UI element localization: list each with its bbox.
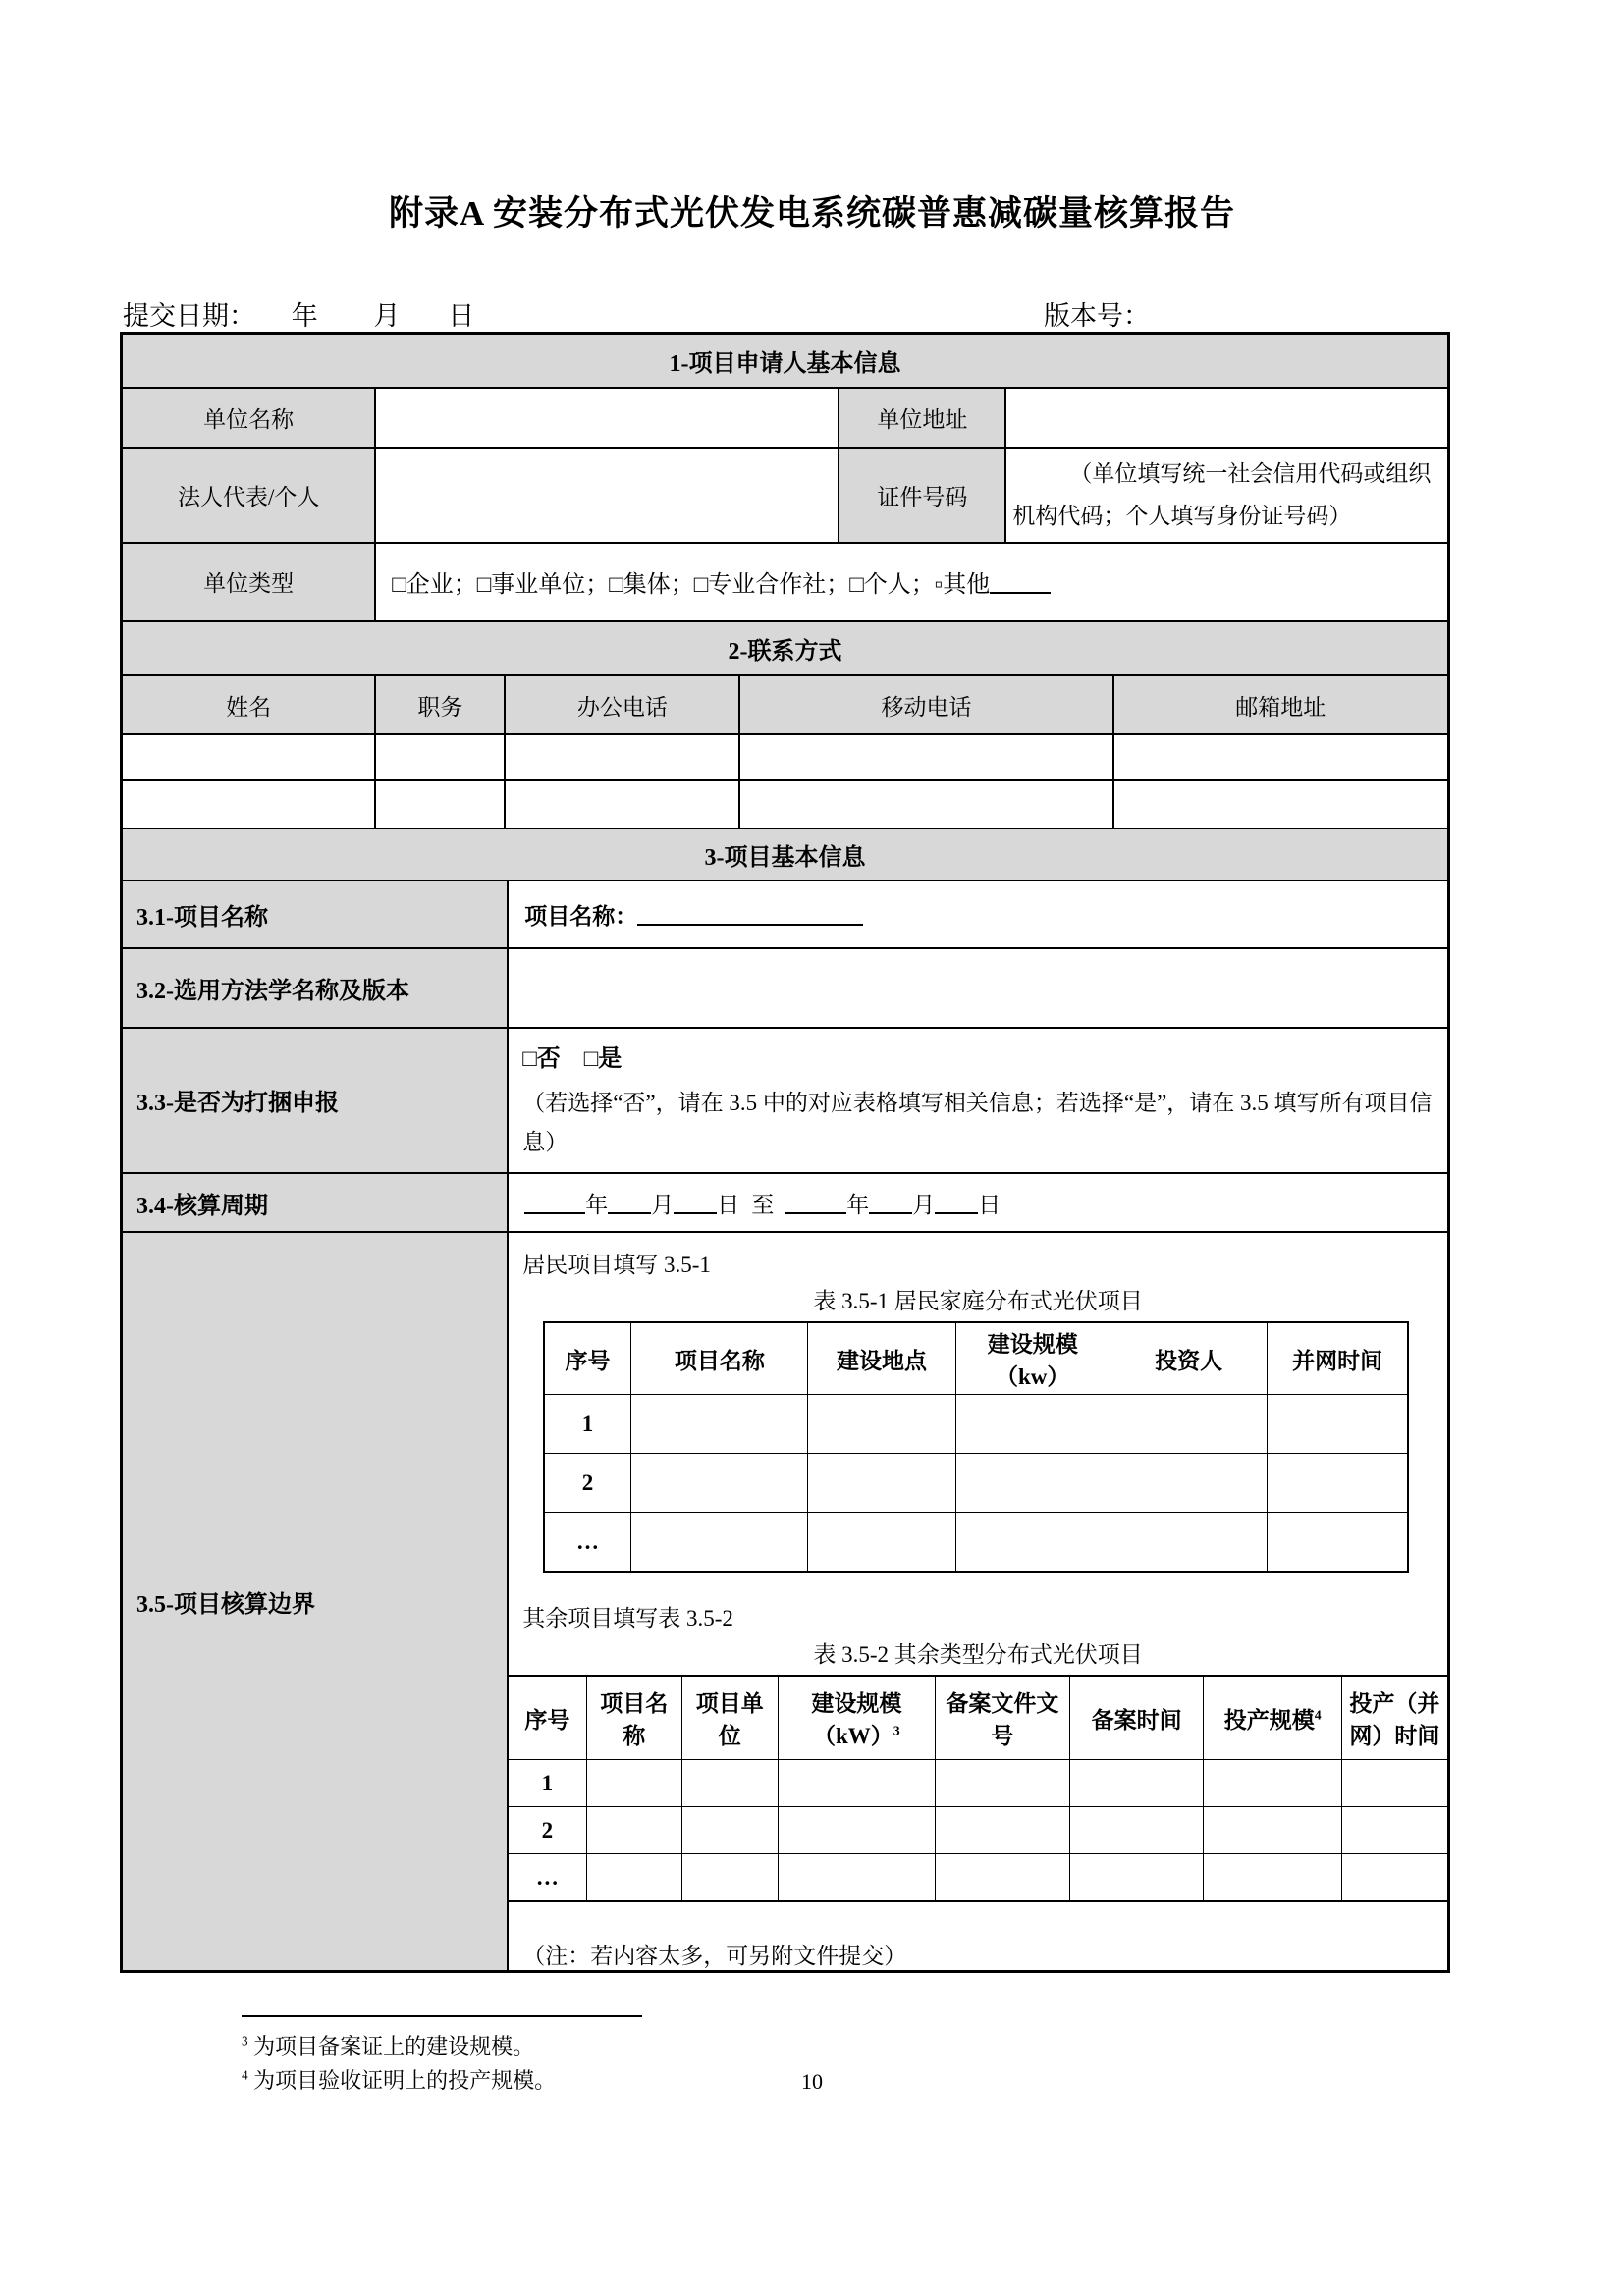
t1-col-grid-time: 并网时间 bbox=[1267, 1323, 1406, 1394]
contact1-mobile-phone-input[interactable] bbox=[738, 735, 1111, 779]
unit-type-label: 单位类型 bbox=[123, 544, 374, 620]
contact2-mobile-phone-input[interactable] bbox=[738, 781, 1111, 828]
contact2-position-input[interactable] bbox=[374, 781, 504, 828]
t2-row2-project-unit-input[interactable] bbox=[681, 1807, 777, 1853]
day-label: 日 bbox=[448, 301, 475, 331]
t2-col-project-name: 项目名称 bbox=[586, 1677, 681, 1759]
period-end-day-blank[interactable] bbox=[935, 1191, 978, 1214]
t2-col-production-scale: 投产规模$^4$ bbox=[1203, 1677, 1340, 1759]
row31-label: 3.1-项目名称 bbox=[123, 881, 507, 946]
t1-row3-project-name-input[interactable] bbox=[630, 1513, 807, 1571]
period-end-month-blank[interactable] bbox=[869, 1191, 912, 1214]
footnote-3: $^3$ 为项目备案证上的建设规模。 bbox=[242, 2033, 535, 2058]
contact-row-2 bbox=[123, 779, 1447, 828]
t2-row3-filing-time-input[interactable] bbox=[1069, 1854, 1204, 1900]
t1-row2-location-input[interactable] bbox=[807, 1454, 954, 1512]
page-title: 附录A 安装分布式光伏发电系统碳普惠减碳量核算报告 bbox=[388, 194, 1236, 233]
t2-col-production-time: 投产（并网）时间 bbox=[1341, 1677, 1447, 1759]
unit-type-options-text: □企业；□事业单位；□集体；□专业合作社；□个人；▫其他 bbox=[392, 572, 991, 599]
table2-caption: 表 3.5-2 其余类型分布式光伏项目 bbox=[813, 1642, 1143, 1667]
t2-row3-scale-input[interactable] bbox=[778, 1854, 936, 1900]
t2-row3-seq: … bbox=[535, 1864, 559, 1890]
t1-col-project-name: 项目名称 bbox=[630, 1323, 807, 1394]
period-year-label-2: 年 bbox=[846, 1192, 870, 1217]
row33-content[interactable] bbox=[507, 1029, 1447, 1173]
contact2-name-input[interactable] bbox=[123, 781, 374, 828]
t2-row1-project-name-input[interactable] bbox=[586, 1760, 681, 1806]
t1-col-scale: 建设规模（kw） bbox=[955, 1323, 1110, 1394]
t2-row3-production-time-input[interactable] bbox=[1341, 1854, 1447, 1900]
t1-row-more bbox=[545, 1512, 1407, 1571]
id-number-input[interactable] bbox=[1004, 449, 1447, 542]
year-label: 年 bbox=[291, 301, 318, 331]
contact-col-name: 姓名 bbox=[123, 676, 374, 733]
contact2-office-phone-input[interactable] bbox=[504, 781, 738, 828]
residential-pv-table bbox=[543, 1321, 1409, 1573]
t1-row3-investor-input[interactable] bbox=[1110, 1513, 1268, 1571]
page-number: 10 bbox=[801, 2069, 823, 2094]
t1-col-location: 建设地点 bbox=[807, 1323, 954, 1394]
t1-row1-investor-input[interactable] bbox=[1110, 1395, 1268, 1453]
period-day-label-2: 日 bbox=[978, 1192, 1001, 1217]
t2-row-1 bbox=[509, 1759, 1447, 1806]
period-start-day-blank[interactable] bbox=[674, 1191, 717, 1214]
t2-col-filing-doc: 备案文件文号 bbox=[935, 1677, 1069, 1759]
unit-type-other-blank[interactable] bbox=[990, 570, 1051, 594]
t2-row1-filing-time-input[interactable] bbox=[1069, 1760, 1204, 1806]
legal-rep-input[interactable] bbox=[374, 449, 838, 542]
other-pv-table bbox=[509, 1675, 1447, 1902]
t1-row3-location-input[interactable] bbox=[807, 1513, 954, 1571]
t2-row-2 bbox=[509, 1806, 1447, 1853]
t1-row2-investor-input[interactable] bbox=[1110, 1454, 1268, 1512]
t1-row1-location-input[interactable] bbox=[807, 1395, 954, 1453]
footnote-4: $^4$ 为项目验收证明上的投产规模。 bbox=[242, 2067, 557, 2093]
t2-row1-scale-input[interactable] bbox=[778, 1760, 936, 1806]
unit-name-label: 单位名称 bbox=[123, 389, 374, 447]
t1-row1-seq: 1 bbox=[581, 1411, 594, 1436]
submit-date-label: 提交日期： bbox=[123, 301, 255, 331]
contact-col-office-phone: 办公电话 bbox=[504, 676, 738, 733]
t2-row1-project-unit-input[interactable] bbox=[681, 1760, 777, 1806]
row32-label: 3.2-选用方法学名称及版本 bbox=[123, 949, 507, 1027]
t2-row1-production-time-input[interactable] bbox=[1341, 1760, 1447, 1806]
t1-row3-grid-time-input[interactable] bbox=[1267, 1513, 1406, 1571]
t2-row2-production-scale-input[interactable] bbox=[1203, 1807, 1340, 1853]
unit-type-options[interactable] bbox=[374, 544, 1447, 620]
contact1-name-input[interactable] bbox=[123, 735, 374, 779]
t1-row-1 bbox=[545, 1394, 1407, 1453]
t1-row1-grid-time-input[interactable] bbox=[1267, 1395, 1406, 1453]
t1-row2-seq: 2 bbox=[581, 1469, 594, 1495]
t2-row1-seq: 1 bbox=[541, 1770, 554, 1795]
t2-row2-production-time-input[interactable] bbox=[1341, 1807, 1447, 1853]
t2-row3-filing-doc-input[interactable] bbox=[935, 1854, 1069, 1900]
period-start-year-blank[interactable] bbox=[524, 1191, 585, 1214]
contact-col-email: 邮箱地址 bbox=[1112, 676, 1447, 733]
bundle-note: （若选择“否”，请在 3.5 中的对应表格填写相关信息；若选择“是”，请在 3.5 填写所有项目信息） bbox=[522, 1090, 1433, 1154]
t2-row2-filing-time-input[interactable] bbox=[1069, 1807, 1204, 1853]
period-month-label: 月 bbox=[651, 1192, 675, 1217]
t2-row1-production-scale-input[interactable] bbox=[1203, 1760, 1340, 1806]
row31-content[interactable] bbox=[507, 881, 1447, 946]
row34-label: 3.4-核算周期 bbox=[123, 1174, 507, 1231]
t2-col-seq: 序号 bbox=[524, 1707, 570, 1733]
period-day-label: 日 bbox=[717, 1192, 740, 1217]
period-month-label-2: 月 bbox=[912, 1192, 936, 1217]
t1-col-seq: 序号 bbox=[565, 1348, 611, 1373]
contact1-email-input[interactable] bbox=[1112, 735, 1447, 779]
t1-col-investor: 投资人 bbox=[1110, 1323, 1268, 1394]
row35-label: 3.5-项目核算边界 bbox=[123, 1233, 507, 1970]
unit-address-label: 单位地址 bbox=[838, 389, 1004, 447]
period-start-month-blank[interactable] bbox=[608, 1191, 651, 1214]
t2-col-filing-time: 备案时间 bbox=[1069, 1677, 1204, 1759]
t2-row2-project-name-input[interactable] bbox=[586, 1807, 681, 1853]
version-label: 版本号： bbox=[1044, 301, 1150, 331]
t1-row2-project-name-input[interactable] bbox=[630, 1454, 807, 1512]
id-number-note: （单位填写统一社会信用代码或组织机构代码；个人填写身份证号码） bbox=[1012, 460, 1432, 529]
table1-intro: 居民项目填写 3.5-1 bbox=[522, 1253, 711, 1277]
contact-col-position: 职务 bbox=[374, 676, 504, 733]
row32-content-input[interactable] bbox=[507, 949, 1447, 1027]
unit-address-input[interactable] bbox=[1004, 389, 1447, 447]
t1-row1-project-name-input[interactable] bbox=[630, 1395, 807, 1453]
id-number-label: 证件号码 bbox=[838, 449, 1004, 542]
t2-row3-project-unit-input[interactable] bbox=[681, 1854, 777, 1900]
row35-content bbox=[507, 1233, 1447, 1970]
t2-col-project-unit: 项目单位 bbox=[681, 1677, 777, 1759]
project-name-label: 项目名称： bbox=[524, 903, 638, 929]
t1-row1-scale-input[interactable] bbox=[955, 1395, 1110, 1453]
t2-row-more bbox=[509, 1853, 1447, 1900]
row34-content[interactable] bbox=[507, 1174, 1447, 1231]
t1-row2-scale-input[interactable] bbox=[955, 1454, 1110, 1512]
month-label: 月 bbox=[373, 301, 401, 331]
section2-header: 2-联系方式 bbox=[123, 622, 1447, 674]
main-form-table bbox=[120, 332, 1450, 1973]
period-end-year-blank[interactable] bbox=[785, 1191, 846, 1214]
contact1-office-phone-input[interactable] bbox=[504, 735, 738, 779]
t2-row3-production-scale-input[interactable] bbox=[1203, 1854, 1340, 1900]
attachment-note: （注：若内容太多，可另附文件提交） bbox=[522, 1944, 907, 1968]
dateline bbox=[123, 294, 1448, 333]
t2-col-scale: 建设规模（kW）$^3$ bbox=[778, 1677, 936, 1759]
footnote-separator bbox=[242, 2015, 642, 2017]
section1-header: 1-项目申请人基本信息 bbox=[123, 335, 1447, 387]
t2-row1-filing-doc-input[interactable] bbox=[935, 1760, 1069, 1806]
bundle-choices[interactable]: □否 □是 bbox=[522, 1045, 623, 1072]
contact-col-mobile-phone: 移动电话 bbox=[738, 676, 1111, 733]
t2-row2-seq: 2 bbox=[541, 1817, 554, 1842]
t1-row2-grid-time-input[interactable] bbox=[1267, 1454, 1406, 1512]
contact2-email-input[interactable] bbox=[1112, 781, 1447, 828]
period-year-label: 年 bbox=[585, 1192, 609, 1217]
contact-row-1 bbox=[123, 733, 1447, 779]
unit-name-input[interactable] bbox=[374, 389, 838, 447]
t1-row3-scale-input[interactable] bbox=[955, 1513, 1110, 1571]
t1-row3-seq: … bbox=[576, 1528, 600, 1554]
section3-header: 3-项目基本信息 bbox=[123, 829, 1447, 880]
t2-row2-filing-doc-input[interactable] bbox=[935, 1807, 1069, 1853]
legal-rep-label: 法人代表/个人 bbox=[123, 449, 374, 542]
project-name-blank[interactable] bbox=[637, 902, 863, 926]
contact1-position-input[interactable] bbox=[374, 735, 504, 779]
table2-intro: 其余项目填写表 3.5-2 bbox=[522, 1606, 733, 1630]
row33-label: 3.3-是否为打捆申报 bbox=[123, 1029, 507, 1173]
t1-row-2 bbox=[545, 1453, 1407, 1512]
table1-caption: 表 3.5-1 居民家庭分布式光伏项目 bbox=[813, 1289, 1143, 1313]
period-to-label: 至 bbox=[751, 1192, 775, 1217]
t2-row3-project-name-input[interactable] bbox=[586, 1854, 681, 1900]
t2-row2-scale-input[interactable] bbox=[778, 1807, 936, 1853]
